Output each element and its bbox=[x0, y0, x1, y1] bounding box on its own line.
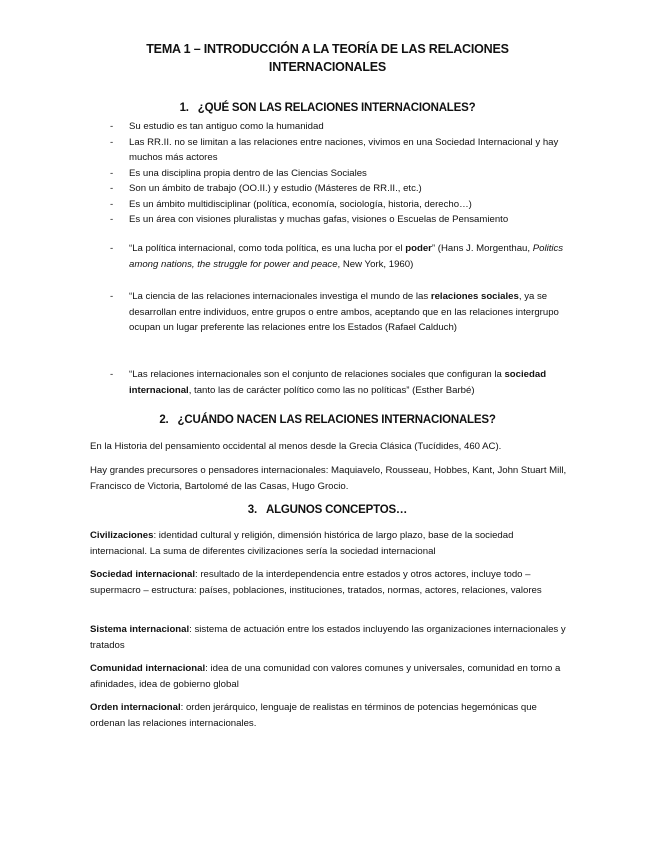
book-title: Politics among nations, the struggle for power and peace bbox=[129, 243, 564, 270]
bullet-dash: - bbox=[110, 136, 114, 148]
quote-text: ” (Hans J. Morgenthau, bbox=[431, 243, 533, 254]
bullet-text: Son un ámbito de trabajo (OO.II.) y estudio (Másteres de RR.II., etc.) bbox=[129, 183, 422, 194]
bullet-text: Es un ámbito multidisciplinar (política, economía, sociología, historia, derecho…) bbox=[129, 198, 472, 210]
bullet-text: Es una disciplina propia dentro de las Ciencias Sociales bbox=[129, 167, 367, 179]
bullet-dash: - bbox=[110, 243, 114, 254]
quote-bold: relaciones sociales bbox=[430, 291, 519, 302]
concept-definition: : identidad cultural y religión, dimensión histórica de largo plazo, base de la sociedad internacional. La suma de diferentes civilizaciones sería la sociedad internacional bbox=[90, 530, 514, 557]
concept-sistema-internacional bbox=[90, 622, 570, 653]
section-1-number: 1. bbox=[179, 102, 189, 114]
bullet-dash: - bbox=[110, 369, 114, 380]
document-title bbox=[90, 40, 565, 76]
bullet-text: Su estudio es tan antiguo como la humanidad bbox=[129, 121, 324, 132]
concept-term: Orden internacional bbox=[90, 702, 181, 713]
list-item bbox=[0, 197, 655, 213]
quote-bold: sociedad internacional bbox=[129, 369, 547, 396]
section-2-title: ¿CUÁNDO NACEN LAS RELACIONES INTERNACIONALES? bbox=[177, 414, 496, 426]
quote-morgenthau bbox=[0, 241, 655, 272]
bullet-dash: - bbox=[110, 121, 114, 132]
list-item bbox=[0, 367, 655, 398]
concept-definition: : orden jerárquico, lenguaje de realistas en términos de potencias hegemónicas que ordenan las relaciones internacionales. bbox=[90, 702, 537, 729]
quote-text: , ya se desarrollan entre individuos, entre grupos o entre ambos, aceptando que en las relaciones intergrupo ocupan un lugar preferente las relaciones entre los Estados (Rafael Calduch) bbox=[129, 291, 559, 333]
list-item bbox=[0, 119, 655, 135]
section-1-bullet-list bbox=[0, 119, 655, 228]
quote-text: “La política internacional, como toda política, es una lucha por el bbox=[129, 243, 406, 254]
quote-bold: poder bbox=[405, 243, 432, 254]
quote-calduch bbox=[0, 289, 655, 336]
section-2-paragraph-1: En la Historia del pensamiento occidental al menos desde la Grecia Clásica (Tucídides, 460 AC). bbox=[90, 441, 502, 452]
section-2-heading bbox=[90, 413, 565, 428]
concept-definition: : sistema de actuación entre los estados incluyendo las organizaciones internacionales y tratados bbox=[90, 624, 566, 651]
bullet-dash: - bbox=[110, 198, 114, 210]
concept-comunidad-internacional bbox=[90, 661, 570, 692]
quote-text: “Las relaciones internacionales son el conjunto de relaciones sociales que configuran la bbox=[129, 369, 505, 380]
section-3-number: 3. bbox=[247, 504, 257, 516]
concept-orden-internacional bbox=[90, 700, 570, 731]
concept-term: Civilizaciones bbox=[90, 530, 154, 541]
section-2-number: 2. bbox=[159, 414, 169, 426]
concept-term: Sociedad internacional bbox=[90, 569, 196, 580]
list-item bbox=[0, 181, 655, 197]
quote-text: , New York, 1960) bbox=[337, 258, 414, 270]
title-line-1: TEMA 1 – INTRODUCCIÓN A LA TEORÍA DE LAS RELACIONES bbox=[146, 42, 509, 56]
quote-text: , tanto las de carácter político como las no políticas” (Esther Barbé) bbox=[188, 384, 475, 396]
list-item bbox=[0, 289, 655, 336]
concept-sociedad-internacional bbox=[90, 567, 570, 598]
bullet-dash: - bbox=[110, 167, 114, 179]
quote-text: “La ciencia de las relaciones internacionales investiga el mundo de las bbox=[129, 291, 431, 302]
concept-civilizaciones bbox=[90, 528, 570, 559]
quote-barbe bbox=[0, 367, 655, 398]
section-2-paragraph-2: Hay grandes precursores o pensadores internacionales: Maquiavelo, Rousseau, Hobbes, Kant, John Stuart Mill, Francisco de Victoria, Bartolomé de las Casas, Hugo Grocio. bbox=[90, 465, 567, 492]
section-3-title: ALGUNOS CONCEPTOS… bbox=[265, 504, 408, 516]
section-1-heading bbox=[90, 101, 565, 116]
list-item bbox=[0, 166, 655, 182]
list-item bbox=[0, 135, 655, 166]
concept-definition: : idea de una comunidad con valores comunes y universales, comunidad en torno a afinidades, idea de gobierno global bbox=[90, 663, 561, 690]
bullet-dash: - bbox=[110, 183, 114, 194]
list-item bbox=[0, 212, 655, 228]
bullet-dash: - bbox=[110, 291, 114, 302]
bullet-text: Es un área con visiones pluralistas y muchas gafas, visiones o Escuelas de Pensamiento bbox=[129, 214, 509, 225]
title-line-2: INTERNACIONALES bbox=[268, 60, 387, 74]
concept-definition: : resultado de la interdependencia entre estados y otros actores, incluye todo – supermacro – estructura: países, poblaciones, instituciones, tratados, normas, actores, relaciones, valores bbox=[90, 569, 542, 596]
section-1-title: ¿QUÉ SON LAS RELACIONES INTERNACIONALES? bbox=[197, 102, 476, 114]
concept-term: Comunidad internacional bbox=[90, 663, 206, 674]
list-item bbox=[0, 241, 655, 272]
concept-term: Sistema internacional bbox=[90, 624, 190, 635]
bullet-dash: - bbox=[110, 214, 114, 225]
bullet-text: Las RR.II. no se limitan a las relaciones entre naciones, vivimos en una Sociedad Internacional y hay muchos más actores bbox=[129, 136, 559, 163]
section-3-heading bbox=[90, 503, 565, 518]
